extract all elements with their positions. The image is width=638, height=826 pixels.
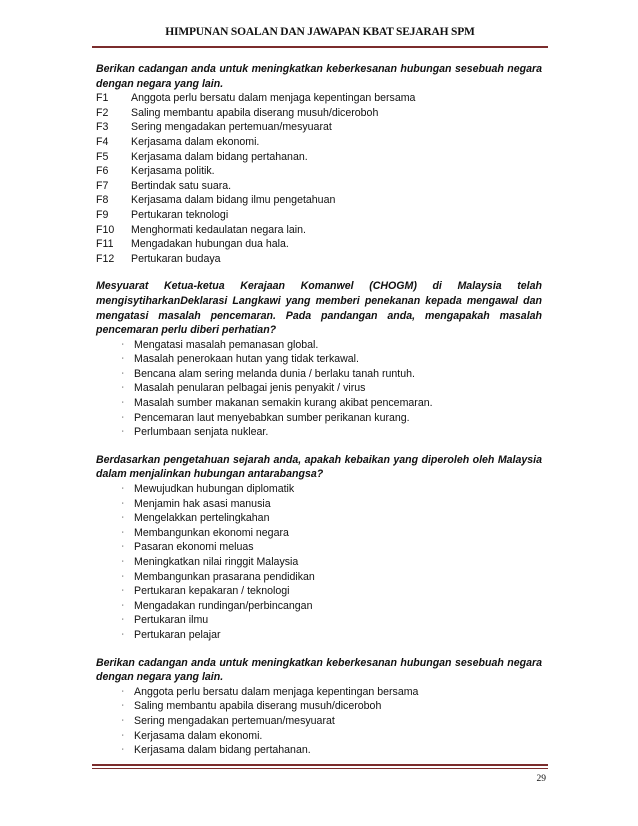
bullet-icon: ‧ — [121, 339, 124, 349]
list-item — [96, 729, 542, 744]
page-header-title: HIMPUNAN SOALAN DAN JAWAPAN KBAT SEJARAH SPM — [165, 26, 475, 38]
list-item — [96, 555, 542, 570]
list-item — [96, 252, 542, 267]
bullet-icon: ‧ — [121, 484, 124, 494]
item-text: Kerjasama dalam bidang pertahanan. — [134, 744, 311, 757]
question-text: Mesyuarat Ketua-ketua Kerajaan Komanwel (CHOGM) di Malaysia telah mengisytiharkanDeklarasi Langkawi yang memberi penekanan kepada mengawal dan mengatasi masalah pencemaran. Pada pandangan anda, mengapakah masalah pencemaran perlu diberi perhatian? — [96, 280, 542, 337]
list-item — [96, 482, 542, 497]
header-rule — [92, 46, 548, 48]
list-item — [96, 685, 542, 700]
list-item — [96, 714, 542, 729]
list-item — [96, 396, 542, 411]
list-item — [96, 352, 542, 367]
list-item — [96, 497, 542, 512]
bullet-icon: ‧ — [121, 730, 124, 740]
list-item — [96, 511, 542, 526]
list-item — [96, 150, 542, 165]
list-item — [96, 91, 542, 106]
list-item — [96, 411, 542, 426]
item-text: Pencemaran laut menyebabkan sumber perikanan kurang. — [134, 411, 410, 424]
list-item — [96, 135, 542, 150]
item-code: F8 — [96, 194, 109, 207]
page-number: 29 — [536, 774, 546, 784]
item-text: Pertukaran pelajar — [134, 628, 221, 641]
answer-list — [96, 91, 542, 266]
bullet-icon: ‧ — [121, 557, 124, 566]
item-text: Perlumbaan senjata nuklear. — [134, 426, 269, 439]
item-text: Mengadakan hubungan dua hala. — [131, 238, 289, 251]
item-text: Kerjasama dalam ekonomi. — [134, 729, 263, 742]
list-item — [96, 540, 542, 555]
item-text: Mengatasi masalah pemanasan global. — [134, 338, 319, 351]
item-code: F1 — [96, 92, 109, 105]
bullet-icon: ‧ — [121, 615, 124, 625]
bullet-icon: ‧ — [121, 412, 124, 422]
item-code: F12 — [96, 252, 115, 265]
section-gap — [96, 266, 542, 279]
bullet-icon: ‧ — [121, 398, 124, 408]
item-code: F5 — [96, 150, 109, 163]
bullet-icon: ‧ — [121, 498, 124, 508]
footer-rule — [92, 764, 548, 766]
list-item — [96, 599, 542, 614]
bullet-icon: ‧ — [121, 600, 124, 610]
item-text: Masalah penerokaan hutan yang tidak terkawal. — [134, 353, 359, 366]
list-item — [96, 120, 542, 135]
item-text: Kerjasama politik. — [131, 165, 215, 178]
item-code: F7 — [96, 179, 109, 192]
bullet-icon: ‧ — [121, 383, 124, 393]
item-text: Bencana alam sering melanda dunia / berlaku tanah runtuh. — [134, 367, 415, 380]
bullet-icon: ‧ — [121, 513, 124, 523]
bullet-icon: ‧ — [121, 629, 124, 639]
footer-rule-thin — [92, 768, 548, 769]
bullet-icon: ‧ — [121, 542, 124, 552]
list-item — [96, 613, 542, 628]
item-code: F3 — [96, 121, 109, 134]
item-text: Mewujudkan hubungan diplomatik — [134, 483, 295, 496]
item-text: Anggota perlu bersatu dalam menjaga kepentingan bersama — [134, 685, 419, 698]
item-text: Kerjasama dalam ekonomi. — [131, 135, 260, 148]
item-text: Sering mengadakan pertemuan/mesyuarat — [131, 121, 332, 134]
item-text: Masalah penularan pelbagai jenis penyakit / virus — [134, 382, 366, 395]
list-item — [96, 237, 542, 252]
item-text: Anggota perlu bersatu dalam menjaga kepentingan bersama — [131, 92, 416, 105]
list-item — [96, 164, 542, 179]
bullet-icon: ‧ — [121, 686, 124, 696]
list-item — [96, 338, 542, 353]
section-gap — [96, 643, 542, 656]
list-item — [96, 193, 542, 208]
list-item — [96, 208, 542, 223]
list-item — [96, 584, 542, 599]
item-text: Saling membantu apabila diserang musuh/diceroboh — [134, 700, 382, 713]
list-item — [96, 381, 542, 396]
item-text: Mengelakkan pertelingkahan — [134, 512, 270, 525]
answer-list — [96, 482, 542, 643]
item-text: Pertukaran ilmu — [134, 614, 209, 627]
item-text: Pertukaran kepakaran / teknologi — [134, 585, 290, 598]
item-text: Membangunkan ekonomi negara — [134, 526, 289, 539]
item-text: Sering mengadakan pertemuan/mesyuarat — [134, 714, 335, 727]
item-text: Bertindak satu suara. — [131, 179, 232, 192]
answer-list — [96, 685, 542, 758]
bullet-icon: ‧ — [121, 527, 124, 537]
bullet-icon: ‧ — [121, 368, 124, 378]
question-text: Berikan cadangan anda untuk meningkatkan keberkesanan hubungan sesebuah negara dengan negara yang lain. — [96, 656, 542, 684]
item-text: Meningkatkan nilai ringgit Malaysia — [134, 556, 299, 568]
item-text: Membangunkan prasarana pendidikan — [134, 570, 315, 583]
bullet-icon: ‧ — [121, 701, 124, 711]
bullet-icon: ‧ — [121, 427, 124, 437]
item-text: Masalah sumber makanan semakin kurang akibat pencemaran. — [134, 397, 433, 410]
item-text: Menjamin hak asasi manusia — [134, 497, 271, 510]
item-code: F11 — [96, 238, 114, 251]
list-item — [96, 367, 542, 382]
bullet-icon: ‧ — [121, 745, 124, 755]
question-text: Berdasarkan pengetahuan sejarah anda, apakah kebaikan yang diperoleh oleh Malaysia dalam menjalinkan hubungan antarabangsa? — [96, 453, 542, 481]
item-code: F9 — [96, 208, 109, 221]
list-item — [96, 106, 542, 121]
bullet-icon: ‧ — [121, 715, 124, 725]
question-text: Berikan cadangan anda untuk meningkatkan keberkesanan hubungan sesebuah negara dengan negara yang lain. — [96, 63, 542, 90]
bullet-icon: ‧ — [121, 354, 124, 364]
item-code: F2 — [96, 106, 109, 119]
list-item — [96, 223, 542, 238]
document-content — [96, 62, 542, 758]
list-item — [96, 743, 542, 758]
list-item — [96, 526, 542, 541]
item-code: F6 — [96, 165, 109, 178]
item-text: Menghormati kedaulatan negara lain. — [131, 223, 306, 236]
bullet-icon: ‧ — [121, 571, 124, 581]
list-item — [96, 699, 542, 714]
list-item — [96, 570, 542, 585]
item-code: F4 — [96, 135, 109, 148]
list-item — [96, 628, 542, 643]
item-text: Pertukaran budaya — [131, 252, 221, 265]
bullet-icon: ‧ — [121, 586, 124, 596]
answer-list — [96, 338, 542, 440]
item-text: Kerjasama dalam bidang ilmu pengetahuan — [131, 194, 336, 207]
list-item — [96, 179, 542, 194]
section-gap — [96, 440, 542, 453]
item-text: Kerjasama dalam bidang pertahanan. — [131, 150, 308, 163]
item-text: Pasaran ekonomi meluas — [134, 541, 254, 554]
item-text: Pertukaran teknologi — [131, 208, 229, 221]
item-code: F10 — [96, 223, 115, 236]
item-text: Saling membantu apabila diserang musuh/diceroboh — [131, 106, 379, 119]
item-text: Mengadakan rundingan/perbincangan — [134, 599, 313, 612]
list-item — [96, 425, 542, 440]
